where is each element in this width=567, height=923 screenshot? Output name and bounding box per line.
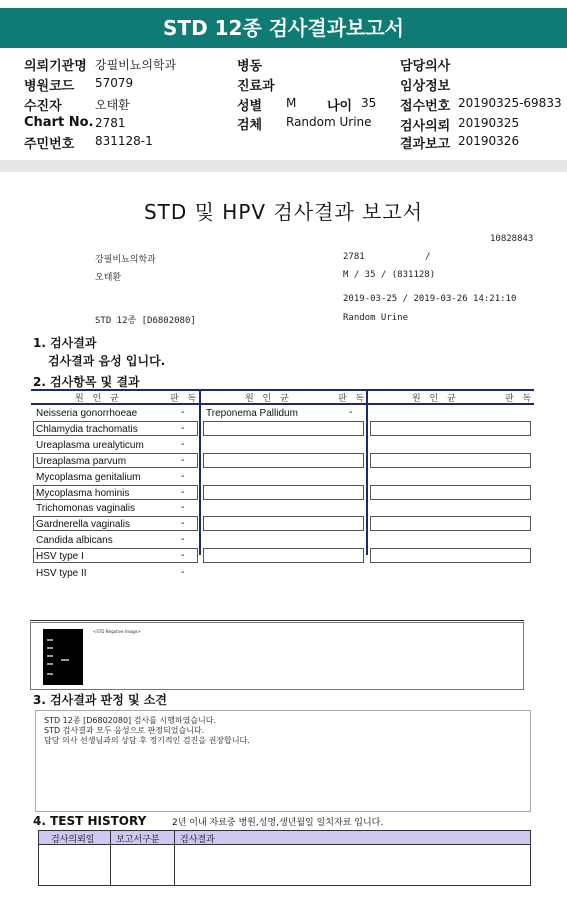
gel-band [61, 659, 69, 661]
gel-image-caption: <STD Negative Image> [93, 629, 141, 634]
table-divider-2 [366, 389, 368, 555]
item-name: Ureaplasma parvum [36, 456, 127, 467]
item-name: Candida albicans [36, 535, 113, 546]
report-window-title: STD 12종 검사결과보고서 [0, 8, 567, 48]
col-header-organism-3: 원 인 균 [412, 394, 459, 404]
gel-band [47, 673, 53, 675]
report-title: STD 및 HPV 검사결과 보고서 [143, 200, 424, 224]
item-result: - [181, 439, 185, 450]
item-result: - [349, 407, 353, 418]
label-specimen: 검체 [237, 118, 263, 133]
image-top-rule [30, 620, 524, 621]
item-result: - [181, 471, 185, 482]
col-header-judge-1: 판 독 [170, 394, 200, 404]
empty-cell-right [370, 548, 531, 563]
item-result: - [181, 518, 185, 529]
report-test-code: STD 12종 [D6802080] [95, 316, 196, 326]
item-name: Mycoplasma genitalium [36, 472, 141, 483]
doc-number: 10828843 [490, 234, 534, 244]
label-clinical-info: 임상정보 [400, 79, 451, 94]
empty-cell-right [370, 516, 531, 531]
label-ward: 병동 [237, 59, 263, 74]
opinion-line: STD 검사결과 모두 음성으로 판정되었습니다. [44, 726, 205, 735]
label-report-date: 결과보고 [400, 137, 451, 152]
label-department: 진료과 [237, 79, 275, 94]
value-specimen: Random Urine [286, 115, 372, 129]
label-patient: 수진자 [24, 99, 62, 114]
report-chart: 2781 [343, 252, 365, 262]
value-chart-no: 2781 [95, 116, 126, 130]
label-chart-no: Chart No. [24, 115, 94, 130]
value-report-date: 20190326 [458, 134, 520, 148]
gel-band [47, 655, 53, 657]
label-doctor: 담당의사 [400, 59, 451, 74]
col-header-judge-3: 판 독 [505, 394, 535, 404]
value-age: 35 [361, 96, 377, 110]
section2-title: 2. 검사항목 및 결과 [33, 375, 140, 389]
report-document[interactable] [0, 172, 567, 923]
item-name: Chlamydia trachomatis [36, 424, 138, 435]
label-request-date: 검사의뢰 [400, 119, 451, 134]
value-receipt-no: 20190325-69833 [458, 96, 562, 110]
col-header-judge-2: 판 독 [338, 394, 368, 404]
opinion-line: 담당 의사 선생님과의 상담 후 정기적인 검진을 권장합니다. [44, 736, 250, 745]
empty-cell-mid [203, 453, 364, 468]
item-result: - [181, 534, 185, 545]
opinion-box [35, 710, 531, 812]
value-hospital-code: 57079 [95, 76, 134, 90]
label-hospital-code: 병원코드 [24, 79, 75, 94]
gel-band [47, 647, 53, 649]
value-patient: 오태환 [95, 98, 130, 112]
section1-title: 1. 검사결과 [33, 336, 97, 350]
report-chart-slash: / [425, 252, 431, 262]
label-sex: 성별 [237, 99, 263, 114]
item-result: - [181, 407, 185, 418]
item-name: Ureaplasma urealyticum [36, 440, 144, 451]
item-name: Gardnerella vaginalis [36, 519, 130, 530]
item-name: HSV type II [36, 568, 87, 579]
label-receipt-no: 접수번호 [400, 99, 451, 114]
section4-title: 4. TEST HISTORY [33, 814, 147, 828]
value-request-date: 20190325 [458, 116, 520, 130]
item-result: - [181, 550, 185, 561]
empty-cell-mid [203, 421, 364, 436]
patient-header [0, 52, 567, 154]
test-history-table [38, 830, 531, 886]
report-patient: 오태환 [95, 273, 122, 283]
item-result: - [181, 502, 185, 513]
gel-image-frame [30, 622, 524, 690]
section3-title: 3. 검사결과 판정 및 소견 [33, 693, 167, 707]
label-resident-no: 주민번호 [24, 137, 75, 152]
history-col-report-type: 보고서구분 [116, 835, 160, 845]
history-col-request-date: 검사의뢰일 [51, 835, 95, 845]
item-result: - [181, 567, 185, 578]
gel-band [47, 663, 53, 665]
label-clinic: 의뢰기관명 [24, 59, 87, 74]
label-age: 나이 [327, 99, 353, 114]
col-header-organism-1: 원 인 균 [75, 394, 122, 404]
empty-cell-right [370, 421, 531, 436]
gel-band [47, 639, 53, 641]
item-name: Trichomonas vaginalis [36, 503, 136, 514]
empty-cell-mid [203, 548, 364, 563]
empty-cell-mid [203, 516, 364, 531]
report-clinic: 강필비뇨의학과 [95, 255, 156, 265]
history-col-divider [174, 831, 175, 885]
item-name: Mycoplasma hominis [36, 488, 130, 499]
item-result: - [181, 487, 185, 498]
value-sex: M [286, 96, 297, 110]
item-result: - [181, 423, 185, 434]
table-header-border [31, 403, 534, 405]
history-header-row [39, 831, 530, 845]
item-result: - [181, 455, 185, 466]
empty-cell-right [370, 453, 531, 468]
empty-cell-right [370, 485, 531, 500]
section1-result: 검사결과 음성 입니다. [48, 354, 166, 368]
report-sex-age-id: M / 35 / (831128) [343, 270, 436, 280]
table-divider-1 [199, 389, 201, 555]
history-note: 2년 이내 자료중 병원,성명,생년월일 일치자료 입니다. [172, 818, 384, 828]
item-name: Treponema Pallidum [206, 408, 298, 419]
col-header-organism-2: 원 인 균 [245, 394, 292, 404]
value-clinic: 강필비뇨의학과 [95, 58, 177, 72]
report-specimen: Random Urine [343, 313, 409, 323]
item-name: Neisseria gonorrhoeae [36, 408, 138, 419]
history-col-divider [110, 831, 111, 885]
opinion-line: STD 12종 [D6802080] 검사를 시행하였습니다. [44, 716, 217, 725]
gel-image [43, 629, 83, 685]
item-name: HSV type I [36, 551, 84, 562]
empty-cell-mid [203, 485, 364, 500]
history-col-result: 검사결과 [180, 835, 215, 845]
value-resident-no: 831128-1 [95, 134, 153, 148]
report-dates: 2019-03-25 / 2019-03-26 14:21:10 [343, 294, 517, 304]
header-separator [0, 160, 567, 172]
